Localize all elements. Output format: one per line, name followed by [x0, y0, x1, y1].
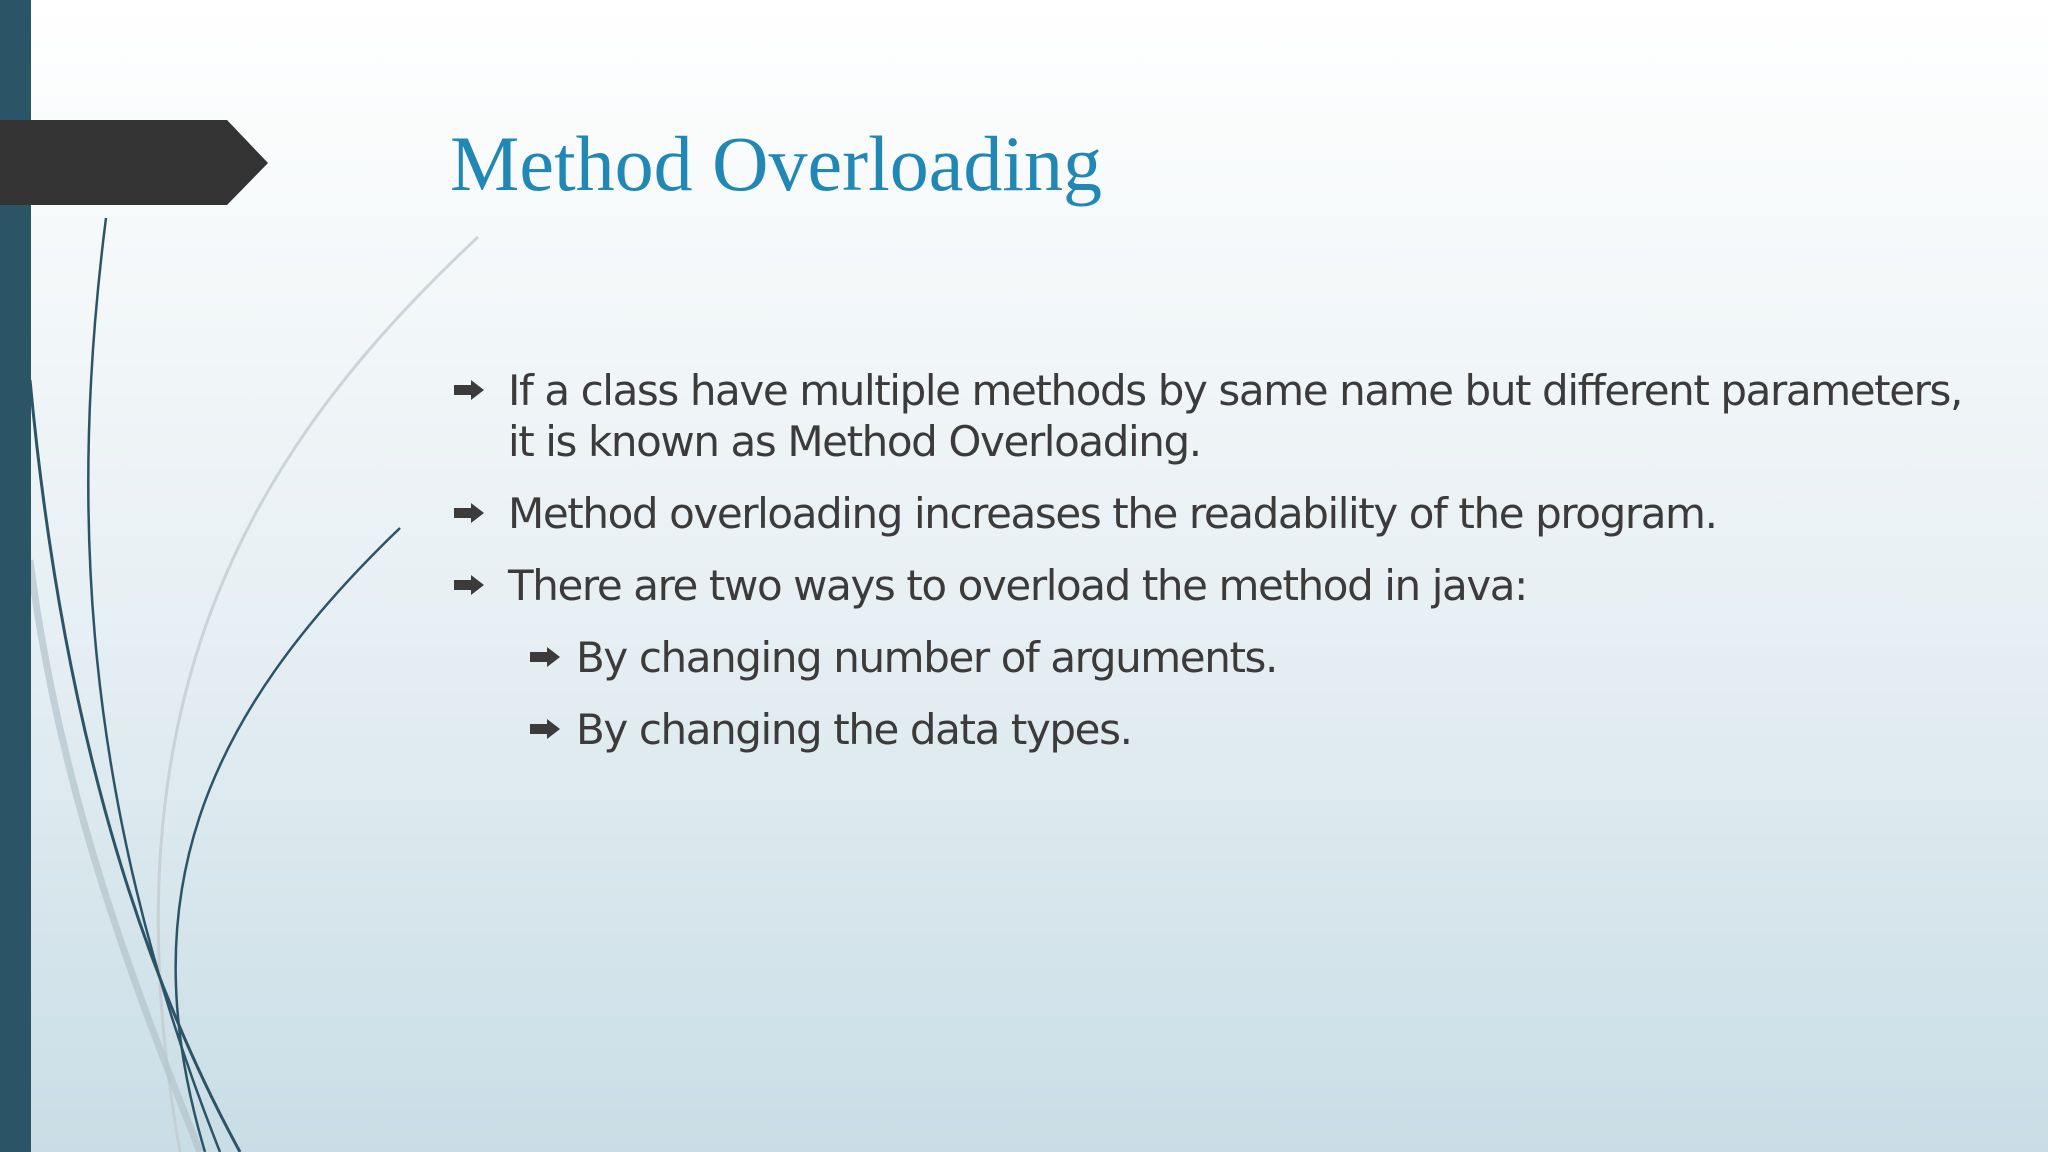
sub-bullet-text: By changing the data types.	[576, 705, 1132, 754]
bullet-item	[450, 488, 1980, 539]
title-tab-arrow	[0, 0, 280, 210]
sub-bullet-text: By changing number of arguments.	[576, 633, 1277, 682]
bullet-text: If a class have multiple methods by same name but different parameters, it is known as Method Overloading.	[508, 366, 1962, 466]
bullet-text: There are two ways to overload the method in java:	[508, 561, 1527, 610]
right-arrow-icon	[530, 647, 560, 667]
right-arrow-icon	[530, 719, 560, 739]
bullet-list	[450, 365, 1980, 776]
sub-bullet-item	[528, 632, 1980, 683]
bullet-item	[450, 365, 1980, 467]
bullet-text: Method overloading increases the readability of the program.	[508, 489, 1717, 538]
sub-bullet-item	[528, 704, 1980, 755]
right-arrow-icon	[454, 503, 484, 523]
right-arrow-icon	[454, 380, 484, 400]
slide-title: Method Overloading	[450, 120, 1103, 207]
bullet-item	[450, 560, 1980, 611]
right-arrow-icon	[454, 575, 484, 595]
